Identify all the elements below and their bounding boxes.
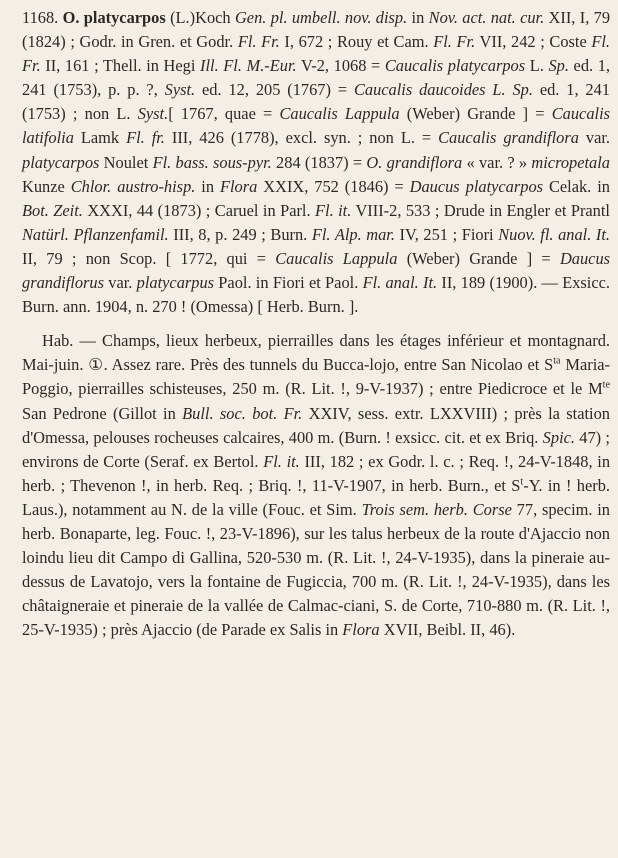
entry-text-segment: III, 8, p. 249 ; Burn.	[168, 224, 312, 244]
entry-text-segment: O. platycarpos	[62, 8, 166, 27]
entry-text-segment: III, 426 (1778), excl. syn. ; non L. =	[164, 128, 439, 148]
entry-text-segment: (Weber) Grande ] =	[397, 248, 560, 268]
habitat-text-segment: -Y. in ! herb. Laus.), notamment au N. de la ville (Fouc. et Sim.	[22, 475, 610, 519]
habitat-text-segment: III, 182 ; ex Godr. l. c. ; Req. !, 24-V-1848, in herb. ; Thevenon !, in herb. Req. ; Briq. !, 11-V-1907, in herb. Burn., et S	[22, 451, 611, 495]
entry-text-segment: 1168.	[22, 8, 63, 27]
entry-text-segment: platycarpos	[22, 152, 100, 172]
entry-text-segment: ed. 1, 241 (1753) ; non L.	[22, 80, 611, 124]
entry-text-segment: var.	[578, 128, 610, 148]
entry-text-segment: Syst.	[137, 104, 169, 124]
entry-text-segment: Syst.	[164, 80, 196, 100]
habitat-text-segment: te	[602, 379, 610, 391]
entry-text-segment: Fl. fr.	[126, 128, 165, 148]
entry-text-segment: II, 161 ; Thell. in Hegi	[40, 56, 201, 76]
entry-text-segment: Flora	[219, 176, 258, 196]
habitat-text-segment: 77, specim. in herb. Bonaparte, leg. Fouc. !, 23-V-1896), sur les talus herbeux de la route d'Ajaccio non loindu lieu dit Campo di Gallina, 520-530 m. (R. Lit. !, 24-V-1935), dans la pineraie au-dessus de Lavatojo, vers la fontaine de Fugiccia, 700 m. (R. Lit. !, 24-V-1935), dans les châtaigneraie et pineraie de la vallée de Calmac-ciani, S. de Corte, 710-880 m. (R. Lit. !, 25-V-1935) ; près Ajaccio (de Parade ex Salis in	[22, 499, 611, 640]
entry-text-segment: « var. ? »	[462, 152, 532, 172]
habitat-text-segment: Flora	[342, 620, 380, 640]
habitat-text-segment: ta	[553, 355, 561, 367]
entry-text-segment: Fl. Fr.	[22, 32, 611, 76]
entry-text-segment: L.	[525, 56, 549, 76]
entry-text-segment: V-2, 1068 =	[296, 56, 385, 76]
entry-text-segment: Fl. bass. sous-pyr.	[152, 152, 272, 172]
entry-text-segment: VII, 242 ; Coste	[475, 32, 592, 52]
habitat-text-segment: XVII, Beibl. II, 46).	[379, 620, 516, 640]
habitat-text-segment: Hab. — Champs, lieux herbeux, pierrailles dans les étages inférieur et montagnard. Mai-juin. ①. Assez rare. Près des tunnels du Bucca-lojo, entre San Nicolao et S	[22, 331, 610, 375]
entry-text-segment: Bot. Zeit.	[22, 200, 83, 220]
habitat-text-segment: Fl. it.	[263, 451, 300, 471]
entry-text-segment: Paol. in Fiori et Paol.	[214, 273, 363, 293]
entry-text-segment: micropetala	[531, 152, 611, 172]
habitat-text-segment: 47) ; environs de Corte (Seraf. ex Bertol.	[22, 427, 610, 471]
entry-text-segment: XII, I, 79 (1824) ; Godr. in Gren. et Godr.	[22, 8, 611, 52]
entry-text-segment: var.	[103, 273, 137, 293]
entry-text-segment: VIII-2, 533 ; Drude in Engler et Prantl	[351, 200, 610, 220]
entry-text-segment: Caucalis Lappula	[275, 248, 398, 268]
entry-text-segment: ed. 1, 241 (1753), p. p. ?,	[22, 56, 611, 100]
entry-text-segment: Nuov. fl. anal. It.	[498, 224, 610, 244]
entry-text-segment: Nov. act. nat. cur.	[428, 8, 545, 27]
habitat-text-segment: XXIV, sess. extr. LXXVIII) ; près la station d'Omessa, pelouses rocheuses calcaires, 400 m. (Burn. ! exsicc. cit. et ex Briq.	[22, 403, 610, 447]
entry-text-segment: Ill. Fl. M.-Eur.	[200, 56, 297, 76]
entry-text-segment: Caucalis daucoides L. Sp.	[353, 80, 533, 100]
species-entry-paragraph	[22, 6, 610, 319]
entry-text-segment: Caucalis platycarpos	[384, 56, 526, 76]
entry-text-segment: Kunze	[22, 176, 71, 196]
habitat-text-segment: Bull. soc. bot. Fr.	[182, 403, 303, 423]
entry-text-segment: Fl. anal. It.	[362, 273, 438, 293]
entry-text-segment: [ 1767, quae =	[168, 104, 280, 124]
entry-text-segment: platycarpus	[136, 273, 215, 293]
entry-text-segment: XXIX, 752 (1846) =	[257, 176, 410, 196]
habitat-text-segment: t	[520, 476, 524, 488]
entry-text-segment: IV, 251 ; Fiori	[394, 224, 499, 244]
entry-text-segment: Daucus grandiflorus	[22, 248, 611, 293]
entry-text-segment: Gen. pl. umbell. nov. disp.	[234, 8, 408, 27]
habitat-text-segment: San Pedrone (Gillot in	[22, 403, 183, 423]
entry-text-segment: Caucalis Lappula	[279, 104, 400, 124]
entry-text-segment: Caucalis grandiflora	[438, 128, 579, 148]
entry-text-segment: 284 (1837) =	[271, 152, 367, 172]
entry-text-segment: (L.)Koch	[165, 8, 235, 27]
entry-text-segment: in	[195, 176, 220, 196]
entry-text-segment: Daucus platycarpos	[409, 176, 544, 196]
entry-text-segment: Celak. in	[543, 176, 610, 196]
entry-text-segment: I, 672 ; Rouy et Cam.	[279, 32, 434, 52]
entry-text-segment: II, 79 ; non Scop. [ 1772, qui =	[22, 248, 276, 268]
entry-text-segment: ed. 12, 205 (1767) =	[195, 80, 354, 100]
habitat-text-segment: Maria-Poggio, pierrailles schisteuses, 250 m. (R. Lit. !, 9-V-1937) ; entre Piedicroce et le M	[22, 355, 610, 399]
habitat-paragraph	[22, 329, 610, 642]
entry-text-segment: in	[407, 8, 429, 27]
entry-text-segment: XXXI, 44 (1873) ; Caruel in Parl.	[82, 200, 316, 220]
entry-text-segment: O. grandiflora	[366, 152, 463, 172]
entry-text-segment: Fl. it.	[315, 200, 352, 220]
entry-text-segment: Noulet	[99, 152, 153, 172]
entry-text-segment: (Weber) Grande ] =	[399, 104, 552, 124]
entry-text-segment: Natürl. Pflanzenfamil.	[22, 224, 169, 244]
entry-text-segment: II, 189 (1900). — Exsicc. Burn. ann. 1904, n. 270 ! (Omessa) [ Herb. Burn. ].	[22, 273, 610, 317]
entry-text-segment: Chlor. austro-hisp.	[70, 176, 196, 196]
entry-text-segment: Sp.	[548, 56, 569, 76]
entry-text-segment: Fl. Alp. mar.	[311, 224, 395, 244]
entry-text-segment: Lamk	[73, 128, 127, 148]
entry-text-segment: Fl. Fr.	[433, 32, 476, 52]
habitat-text-segment: Trois sem. herb. Corse	[361, 499, 512, 519]
habitat-text-segment: Spic.	[542, 427, 575, 447]
entry-text-segment: Fl. Fr.	[237, 32, 280, 52]
entry-text-segment: Caucalis latifolia	[22, 104, 610, 148]
